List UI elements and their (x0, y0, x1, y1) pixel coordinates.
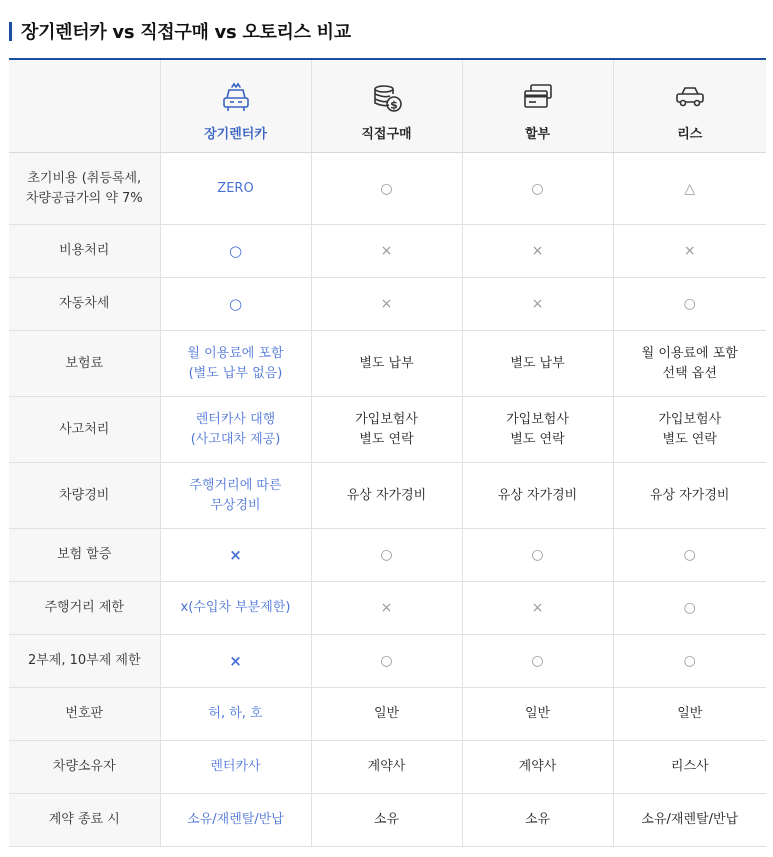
table-cell (160, 529, 311, 582)
cell-value: 월 이용료에 포함 (별도 납부 없음) (187, 345, 284, 381)
table-row (9, 529, 766, 582)
row-header-label: 번호판 (65, 706, 104, 721)
row-header (9, 635, 160, 688)
table-cell (613, 529, 766, 582)
cell-value: 소유 (373, 812, 400, 827)
cell-value: ○ (683, 547, 696, 563)
cell-value: 소유/재렌탈/반납 (641, 812, 739, 827)
table-cell (613, 794, 766, 847)
table-cell (462, 331, 613, 397)
cell-value: × (531, 296, 544, 312)
cell-value: 렌터카사 (210, 759, 261, 774)
row-header (9, 794, 160, 847)
table-cell (462, 582, 613, 635)
header-lease (613, 59, 766, 153)
row-header-label: 차량소유자 (52, 759, 116, 774)
table-cell (311, 463, 462, 529)
cell-value: ○ (531, 653, 544, 669)
table-row (9, 635, 766, 688)
table-cell (160, 741, 311, 794)
table-row (9, 741, 766, 794)
row-header (9, 463, 160, 529)
table-cell (160, 688, 311, 741)
header-installment (462, 59, 613, 153)
cell-value: 허, 하, 호 (208, 706, 263, 721)
cell-value: ○ (380, 180, 393, 197)
cell-value: 소유/재렌탈/반납 (187, 812, 284, 827)
header-label: 직접구매 (361, 127, 412, 142)
cell-value: 일반 (373, 706, 400, 721)
table-cell (613, 278, 766, 331)
table-cell (311, 688, 462, 741)
table-cell (160, 463, 311, 529)
header-row (9, 59, 766, 153)
table-cell (311, 582, 462, 635)
car-front-icon (219, 81, 253, 115)
cell-value: 소유 (524, 812, 551, 827)
table-row (9, 463, 766, 529)
cell-value: 유상 자가경비 (497, 487, 578, 503)
header-corner (9, 59, 160, 153)
cell-value: 리스사 (670, 759, 709, 774)
page-title: 장기렌터카 vs 직접구매 vs 오토리스 비교 (21, 22, 351, 43)
cell-value: × (531, 243, 544, 259)
table-cell (462, 794, 613, 847)
table-cell (160, 331, 311, 397)
row-header-label: 2부제, 10부제 제한 (27, 653, 141, 668)
table-row (9, 794, 766, 847)
cell-value: 가입보험사 별도 연락 (506, 411, 569, 447)
row-header (9, 582, 160, 635)
table-cell (462, 741, 613, 794)
credit-card-icon (521, 81, 555, 115)
table-cell (462, 225, 613, 278)
row-header (9, 225, 160, 278)
row-header-label: 보험료 (65, 355, 104, 371)
table-cell (160, 582, 311, 635)
row-header (9, 529, 160, 582)
table-cell (462, 153, 613, 225)
table-cell (613, 331, 766, 397)
cell-value: 가입보험사 별도 연락 (355, 411, 418, 447)
cell-value: × (683, 243, 696, 259)
table-row (9, 331, 766, 397)
row-header (9, 278, 160, 331)
svg-text:$: $ (389, 98, 398, 112)
header-label: 리스 (677, 127, 703, 142)
table-cell (311, 331, 462, 397)
table-cell (613, 582, 766, 635)
table-cell (311, 278, 462, 331)
cell-value: ○ (380, 547, 393, 563)
car-side-icon (673, 81, 707, 115)
table-cell (160, 278, 311, 331)
table-cell (160, 635, 311, 688)
table-cell (613, 635, 766, 688)
row-header-label: 주행거리 제한 (44, 600, 124, 615)
cell-value: 계약사 (367, 759, 406, 774)
row-header-label: 차량경비 (59, 487, 110, 503)
row-header-label: 자동차세 (59, 296, 110, 311)
header-long-term-rental (160, 59, 311, 153)
cell-value: × (229, 546, 242, 564)
table-cell (462, 529, 613, 582)
table-cell (613, 741, 766, 794)
cell-value: 별도 납부 (510, 355, 565, 371)
table-row (9, 153, 766, 225)
cell-value: 주행거리에 따른 무상경비 (189, 477, 282, 513)
cell-value: ○ (683, 296, 696, 312)
table-cell (160, 153, 311, 225)
cell-value: ○ (531, 180, 544, 197)
cell-value: 월 이용료에 포함 선택 옵션 (641, 345, 738, 381)
table-cell (160, 225, 311, 278)
table-cell (311, 397, 462, 463)
table-cell (311, 225, 462, 278)
table-cell (613, 463, 766, 529)
row-header (9, 741, 160, 794)
row-header-label: 비용처리 (59, 243, 110, 258)
table-cell (462, 688, 613, 741)
row-header (9, 331, 160, 397)
table-cell (160, 794, 311, 847)
table-cell (311, 529, 462, 582)
cell-value: ○ (380, 653, 393, 669)
cell-value: 일반 (677, 706, 703, 721)
table-row (9, 397, 766, 463)
row-header (9, 688, 160, 741)
cell-value: × (229, 652, 242, 670)
cell-value: ○ (228, 242, 243, 260)
table-cell (462, 463, 613, 529)
table-cell (311, 741, 462, 794)
row-header-label: 계약 종료 시 (48, 812, 120, 827)
table-cell (160, 397, 311, 463)
table-cell (311, 153, 462, 225)
cell-value: ○ (228, 295, 243, 313)
table-cell (311, 794, 462, 847)
cell-value: 렌터카사 대행 (사고대차 제공) (190, 411, 281, 447)
table-cell (462, 397, 613, 463)
table-cell (613, 688, 766, 741)
row-header-label: 초기비용 (취등록세, 차량공급가의 약 7% (25, 170, 143, 206)
cell-value: ○ (683, 600, 696, 616)
cell-value: × (531, 600, 544, 616)
table-row (9, 688, 766, 741)
table-cell (311, 635, 462, 688)
row-header (9, 153, 160, 225)
table-cell (462, 278, 613, 331)
table-row (9, 225, 766, 278)
table-cell (613, 153, 766, 225)
cell-value: × (380, 296, 393, 312)
table-row (9, 278, 766, 331)
header-label: 장기렌터카 (204, 127, 267, 142)
table-cell (613, 225, 766, 278)
cell-value: x(수입차 부분제한) (180, 600, 291, 615)
cell-value: × (380, 243, 393, 259)
cell-value: ○ (683, 653, 696, 669)
table-row (9, 582, 766, 635)
table-cell (462, 635, 613, 688)
row-header-label: 보험 할증 (57, 547, 112, 562)
cell-value: 가입보험사 별도 연락 (658, 411, 722, 447)
table-cell (613, 397, 766, 463)
row-header (9, 397, 160, 463)
row-header-label: 사고처리 (59, 421, 110, 437)
title-accent-bar (9, 22, 12, 41)
cell-value: × (380, 600, 393, 616)
cell-value: 별도 납부 (359, 355, 414, 371)
cell-value: ○ (531, 547, 544, 563)
cell-value: △ (684, 180, 696, 197)
cell-value: 유상 자가경비 (346, 487, 427, 503)
cell-value: ZERO (217, 180, 254, 196)
cell-value: 계약사 (518, 759, 557, 774)
header-direct-purchase (311, 59, 462, 153)
coins-dollar-icon (370, 81, 404, 115)
page-title-wrap (9, 18, 351, 44)
cell-value: 유상 자가경비 (650, 487, 730, 503)
cell-value: 일반 (524, 706, 551, 721)
comparison-table (9, 58, 766, 847)
header-label: 할부 (524, 127, 551, 142)
